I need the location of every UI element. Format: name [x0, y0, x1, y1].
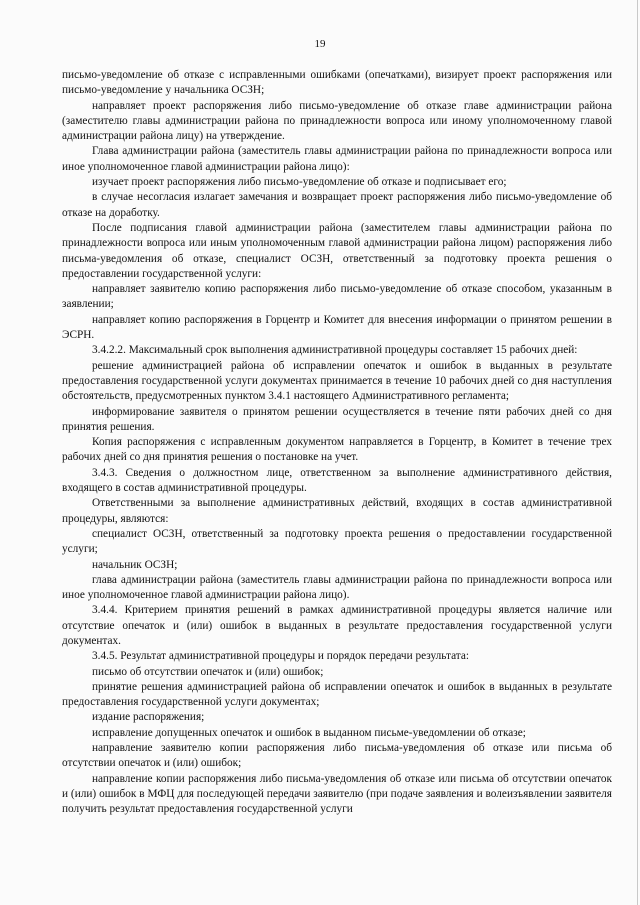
page-number: 19	[314, 38, 326, 50]
paragraph: 3.4.5. Результат административной процедуры и порядок передачи результата:	[92, 650, 470, 663]
paragraph: решение администрацией района об исправлении опечаток и ошибок в выданных в результате предоставления государственной услуги документах принимается в течение 10 рабочих дней со дня наступления обстоятельств, предусмотренных пунктом 3.4.1 настоящего Административного регламента;	[62, 359, 612, 403]
paragraph: направление заявителю копии распоряжения либо письма-уведомления об отказе или письма об отсутствии опечаток и (или) ошибок;	[62, 742, 612, 770]
paragraph: 3.4.3. Сведения о должностном лице, ответственном за выполнение административного действия, входящего в состав административной процедуры.	[62, 466, 612, 495]
paragraph: Ответственными за выполнение административных действий, входящих в состав административной процедуры, являются:	[62, 497, 612, 525]
paragraph: Глава администрации района (заместитель главы администрации района по принадлежности вопроса или иное уполномоченное главой администрации района лицо):	[62, 145, 612, 173]
paragraph: издание распоряжения;	[92, 711, 205, 724]
paragraph: исправление допущенных опечаток и ошибок в выданном письме-уведомлении об отказе;	[92, 726, 526, 739]
paragraph: После подписания главой администрации района (заместителем главы администрации района по принадлежности вопроса или иным уполномоченным главой администрации района лицом) распоряжения либо письма-уведомления об отказе, специалист ОСЗН, ответственный за подготовку проекта решения о предоставлении государственной услуги:	[62, 221, 612, 280]
paragraph: направляет копию распоряжения в Горцентр и Комитет для внесения информации о принятом решении в ЭСРН.	[62, 313, 612, 342]
paragraph: направляет проект распоряжения либо письмо-уведомление об отказе главе администрации района (заместителю главы администрации района по принадлежности вопроса или иному уполномоченному главой администрации района лицу) на утверждение.	[62, 99, 612, 143]
paragraph: начальник ОСЗН;	[92, 558, 178, 571]
page-edge-line	[637, 0, 638, 905]
paragraph: письмо-уведомление об отказе с исправленными ошибками (опечатками), визирует проект распоряжения или письмо-уведомление у начальника ОСЗН;	[62, 69, 612, 97]
paragraph: 3.4.2.2. Максимальный срок выполнения административной процедуры составляет 15 рабочих дней:	[92, 344, 578, 357]
paragraph: информирование заявителя о принятом решении осуществляется в течение пяти рабочих дней со дня принятия решения.	[62, 405, 612, 433]
paragraph: Копия распоряжения с исправленным документом направляется в Горцентр, в Комитет в течение трех рабочих дней со дня принятия решения о постановке на учет.	[62, 436, 612, 464]
paragraph: в случае несогласия излагает замечания и возвращает проект распоряжения либо письмо-уведомление об отказе на доработку.	[62, 191, 612, 219]
paragraph: специалист ОСЗН, ответственный за подготовку проекта решения о предоставлении государственной услуги;	[62, 527, 612, 556]
paragraph: письмо об отсутствии опечаток и (или) ошибок;	[92, 665, 324, 678]
paragraph: глава администрации района (заместитель главы администрации района по принадлежности вопроса или иное уполномоченное главой администрации района лицо).	[62, 573, 612, 602]
body-text	[62, 68, 612, 818]
paragraph: изучает проект распоряжения либо письмо-уведомление об отказе и подписывает его;	[92, 176, 507, 189]
paragraph: направляет заявителю копию распоряжения либо письмо-уведомление об отказе способом, указанным в заявлении;	[62, 283, 612, 311]
paragraph: принятие решения администрацией района об исправлении опечаток и ошибок в выданных в результате предоставления государственной услуги документах;	[62, 680, 612, 709]
paragraph: направление копии распоряжения либо письма-уведомления об отказе или письма об отсутствии опечаток и (или) ошибок в МФЦ для последующей передачи заявителю (при подаче заявления и волеизъявлении заявителя получить результат предоставления государственной услуги	[62, 772, 612, 816]
paragraph: 3.4.4. Критерием принятия решений в рамках административной процедуры является наличие или отсутствие опечаток и (или) ошибок в выданных в результате предоставления государственной услуги документах.	[62, 604, 612, 647]
